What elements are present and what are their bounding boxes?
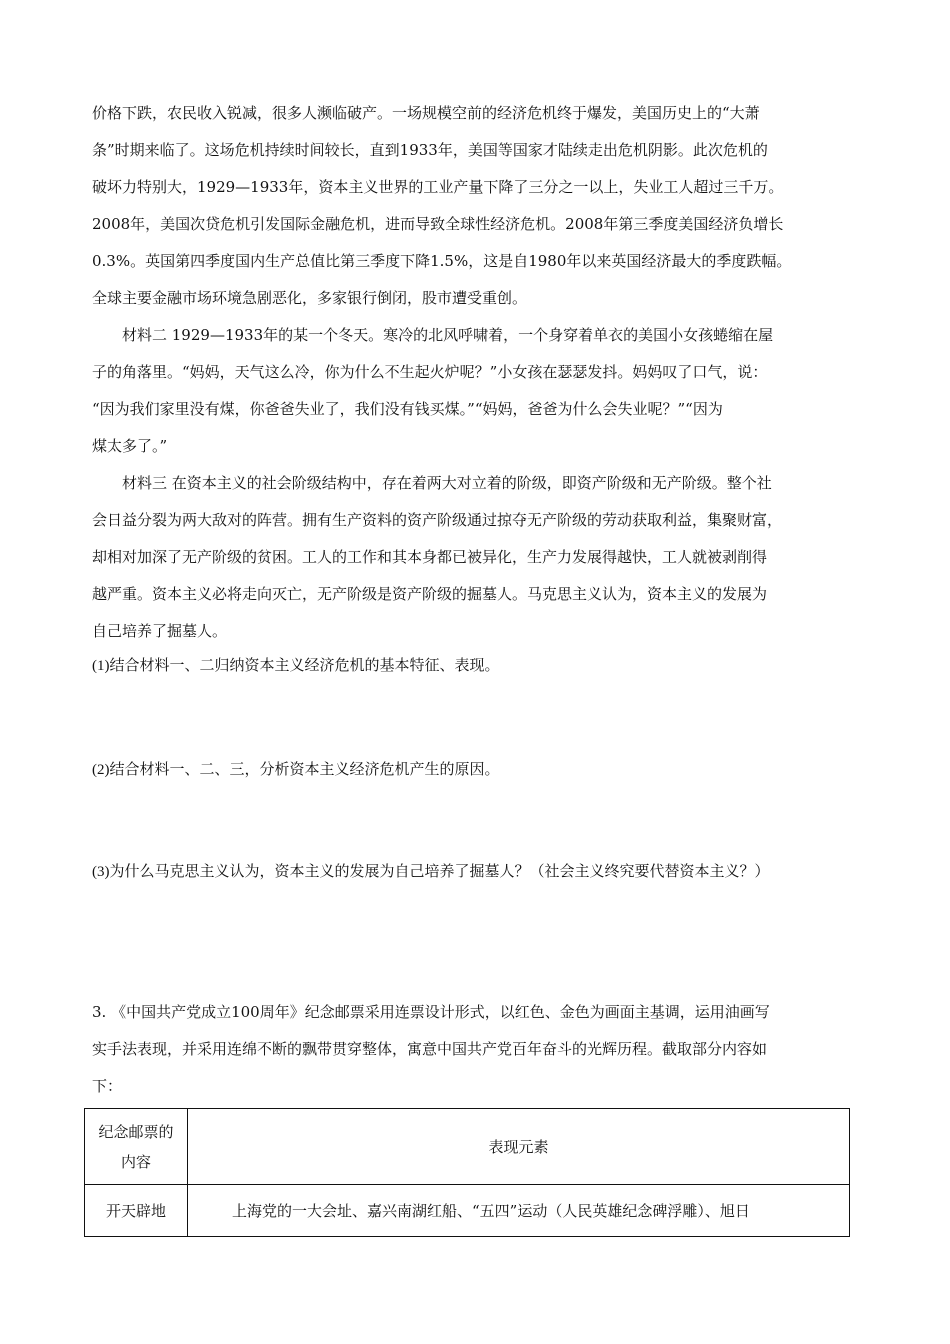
header-content-cell — [85, 1109, 188, 1185]
material1-line: 条”时期来临了。这场危机持续时间较长，直到1933年，美国等国家才陆续走出危机阴影。此次危机的 — [92, 141, 768, 159]
material3-line: 会日益分裂为两大敌对的阵营。拥有生产资料的资产阶级通过掠夺无产阶级的劳动获取利益，集聚财富， — [92, 511, 783, 529]
header-content-line1: 纪念邮票的 — [98, 1122, 174, 1141]
row-content-cell: 开天辟地 — [85, 1185, 188, 1237]
header-content-line2: 内容 — [120, 1152, 151, 1171]
header-elements-cell: 表现元素 — [188, 1109, 850, 1185]
material3-line: 越严重。资本主义必将走向灭亡，无产阶级是资产阶级的掘墓人。马克思主义认为，资本主义的发展为 — [92, 585, 768, 603]
question-1: (1)结合材料一、二归纳资本主义经济危机的基本特征、表现。 — [92, 658, 500, 674]
table-row — [85, 1185, 850, 1237]
material1-line: 破坏力特别大，1929—1933年，资本主义世界的工业产量下降了三分之一以上，失业工人超过三千万。 — [92, 178, 784, 196]
q3-line: 实手法表现，并采用连绵不断的飘带贯穿整体，寓意中国共产党百年奋斗的光辉历程。截取部分内容如 — [92, 1040, 768, 1058]
q3-line: 下： — [92, 1077, 123, 1095]
material1-line: 价格下跌，农民收入锐减，很多人濒临破产。一场规模空前的经济危机终于爆发，美国历史上的“大萧 — [92, 104, 760, 122]
material1-line: 2008年，美国次贷危机引发国际金融危机，进而导致全球性经济危机。2008年第三季度美国经济负增长 — [92, 215, 784, 233]
material2-line: “因为我们家里没有煤，你爸爸失业了，我们没有钱买煤。”“妈妈，爸爸为什么会失业呢？”“因为 — [92, 400, 723, 418]
stamp-table — [84, 1108, 850, 1237]
question-2: (2)结合材料一、二、三，分析资本主义经济危机产生的原因。 — [92, 762, 500, 778]
material2-line: 煤太多了。” — [92, 437, 168, 455]
material3-line: 材料三 在资本主义的社会阶级结构中，存在着两大对立着的阶级，即资产阶级和无产阶级。整个社 — [122, 474, 772, 492]
material2-line: 材料二 1929—1933年的某一个冬天。寒冷的北风呼啸着，一个身穿着单衣的美国小女孩蜷缩在屋 — [122, 326, 774, 344]
material1-line: 0.3%。英国第四季度国内生产总值比第三季度下降1.5%，这是自1980年以来英国经济最大的季度跌幅。 — [92, 252, 792, 270]
table-header-row — [85, 1109, 850, 1185]
material3-line: 自己培养了掘墓人。 — [92, 622, 228, 640]
material2-line: 子的角落里。“妈妈，天气这么冷，你为什么不生起火炉呢？”小女孩在瑟瑟发抖。妈妈叹了口气，说： — [92, 363, 768, 381]
q3-line: 3. 《中国共产党成立100周年》纪念邮票采用连票设计形式，以红色、金色为画面主基调，运用油画写 — [92, 1003, 770, 1021]
row-elements-cell: 上海党的一大会址、嘉兴南湖红船、“五四”运动（人民英雄纪念碑浮雕）、旭日 — [188, 1185, 850, 1237]
material3-line: 却相对加深了无产阶级的贫困。工人的工作和其本身都已被异化，生产力发展得越快，工人就被剥削得 — [92, 548, 768, 566]
material1-line: 全球主要金融市场环境急剧恶化，多家银行倒闭，股市遭受重创。 — [92, 289, 528, 307]
question-3: (3)为什么马克思主义认为，资本主义的发展为自己培养了掘墓人？（社会主义终究要代替资本主义？） — [92, 864, 770, 880]
